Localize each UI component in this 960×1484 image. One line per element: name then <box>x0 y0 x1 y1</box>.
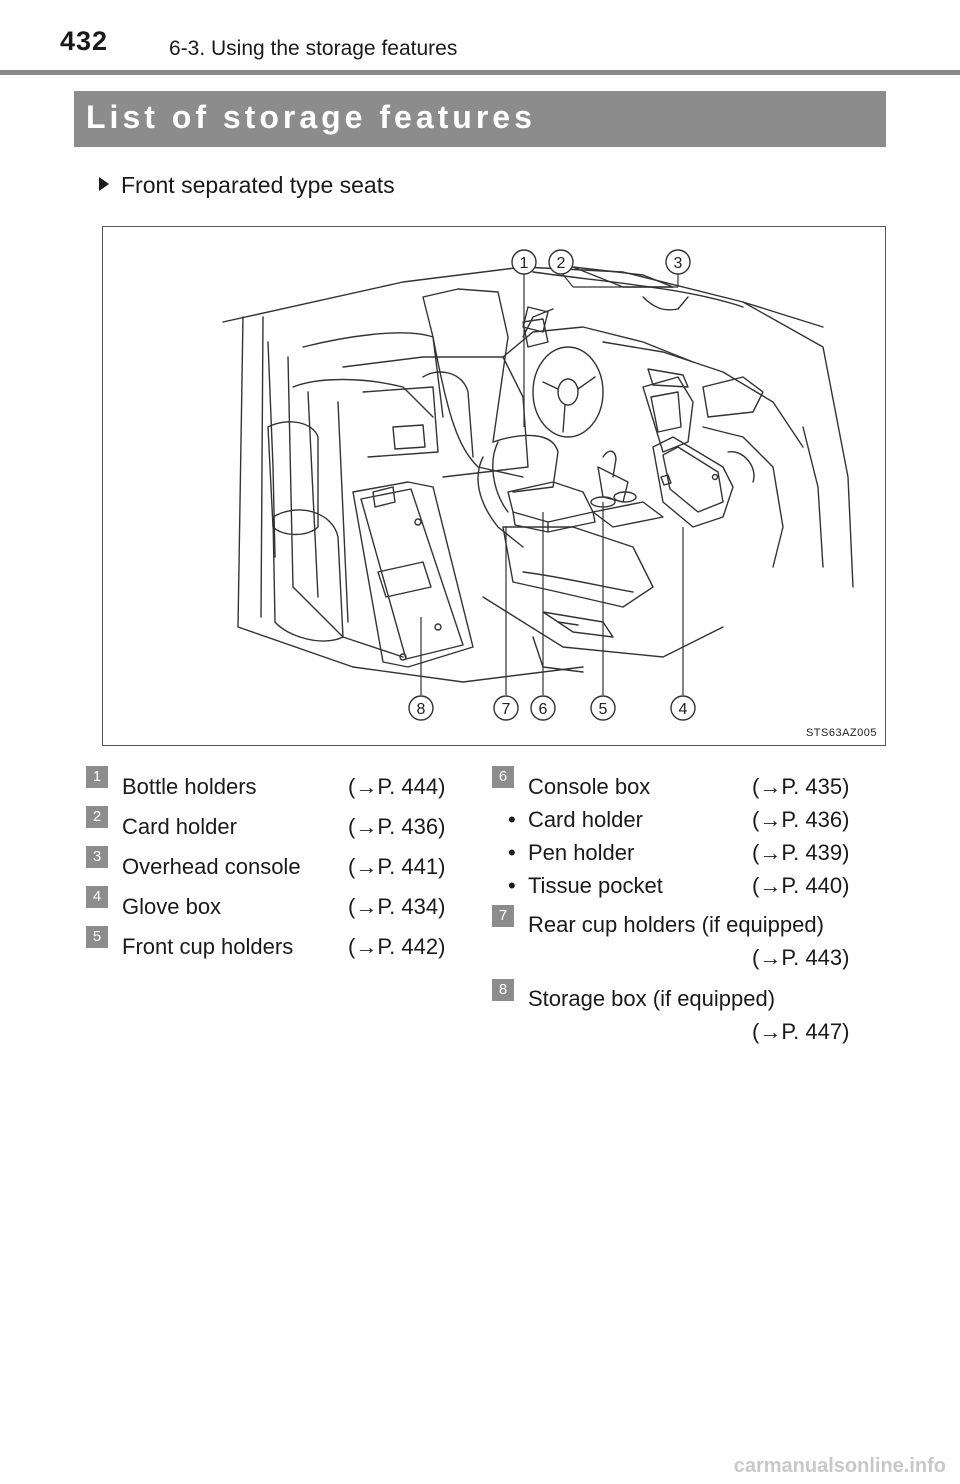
callout-5-label: 5 <box>598 701 608 718</box>
section-banner <box>74 91 886 147</box>
callout-3-label: 3 <box>673 255 683 272</box>
page-header <box>0 0 960 76</box>
item-label: Overhead console <box>122 854 301 879</box>
page-reference[interactable]: (→P. 439) <box>752 840 850 865</box>
arrow-icon: → <box>759 807 782 832</box>
item-number-badge: 8 <box>492 979 514 1001</box>
arrow-icon: → <box>759 1019 782 1044</box>
watermark: carmanualsonline.info <box>733 1455 946 1477</box>
header-rule <box>0 70 960 75</box>
arrow-icon: → <box>759 840 782 865</box>
page-reference[interactable]: (→P. 434) <box>348 894 446 919</box>
figure-code: STS63AZ005 <box>805 727 877 739</box>
section-title: 6-3. Using the storage features <box>169 37 458 60</box>
item-label: Front cup holders <box>122 934 294 959</box>
callout-7-label: 7 <box>501 701 511 718</box>
vehicle-interior-illustration <box>102 226 886 746</box>
item-label: Console box <box>528 774 651 799</box>
page-number: 432 <box>60 26 109 56</box>
page-reference[interactable]: (→P. 442) <box>348 934 446 959</box>
item-label: Bottle holders <box>122 774 257 799</box>
banner-title: List of storage features <box>86 99 536 135</box>
callout-4-label: 4 <box>678 701 688 718</box>
sub-item-label: • Card holder <box>508 807 643 832</box>
callout-8-label: 8 <box>416 701 426 718</box>
item-number-badge: 3 <box>86 846 108 868</box>
item-number-badge: 1 <box>86 766 108 788</box>
subheading <box>99 172 395 199</box>
arrow-icon: → <box>355 894 378 919</box>
callout-2-label: 2 <box>556 255 566 272</box>
item-number-badge: 5 <box>86 926 108 948</box>
item-number-badge: 2 <box>86 806 108 828</box>
item-number-badge: 4 <box>86 886 108 908</box>
interior-drawing <box>103 227 887 747</box>
page-reference[interactable]: (→P. 436) <box>348 814 446 839</box>
page-reference[interactable]: (→P. 444) <box>348 774 446 799</box>
page-reference[interactable]: (→P. 436) <box>752 807 850 832</box>
item-label: Rear cup holders (if equipped) <box>528 912 824 937</box>
item-number-badge: 6 <box>492 766 514 788</box>
callout-1-label: 1 <box>519 255 529 272</box>
item-label: Storage box (if equipped) <box>528 986 776 1011</box>
arrow-icon: → <box>355 934 378 959</box>
arrow-icon: → <box>759 774 782 799</box>
callout-6-label: 6 <box>538 701 548 718</box>
sub-item-label: • Pen holder <box>508 840 635 865</box>
arrow-icon: → <box>759 945 782 970</box>
page-reference[interactable]: (→P. 447) <box>752 1019 850 1044</box>
triangle-bullet-icon <box>99 177 109 191</box>
item-label: Card holder <box>122 814 237 839</box>
item-label: Glove box <box>122 894 222 919</box>
page-reference[interactable]: (→P. 440) <box>752 873 850 898</box>
arrow-icon: → <box>355 814 378 839</box>
subheading-text: Front separated type seats <box>121 172 395 198</box>
page-reference[interactable]: (→P. 435) <box>752 774 850 799</box>
page-reference[interactable]: (→P. 443) <box>752 945 850 970</box>
item-number-badge: 7 <box>492 905 514 927</box>
sub-item-label: • Tissue pocket <box>508 873 663 898</box>
arrow-icon: → <box>355 774 378 799</box>
page-reference[interactable]: (→P. 441) <box>348 854 446 879</box>
arrow-icon: → <box>355 854 378 879</box>
arrow-icon: → <box>759 873 782 898</box>
